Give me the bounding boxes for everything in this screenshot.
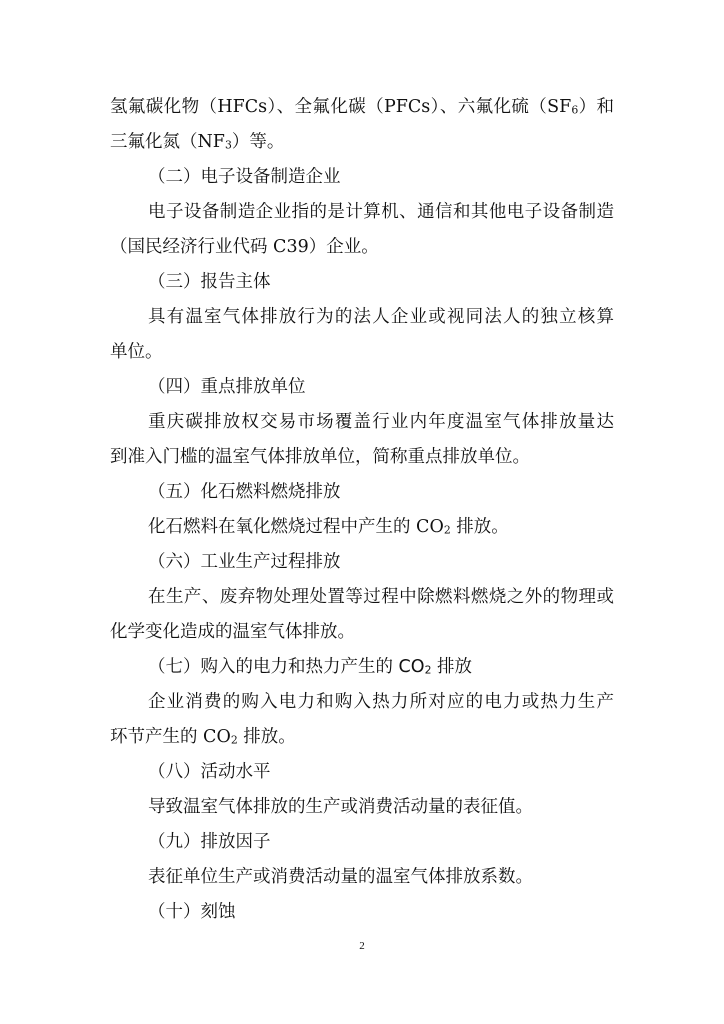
section-heading-3: （三）报告主体	[148, 272, 271, 292]
section-body-7-text-a: 环节产生的 CO	[110, 727, 231, 747]
section-body-5-text-a: 化石燃料在氧化燃烧过程中产生的 CO	[148, 517, 444, 537]
section-body-6-line-1: 在生产、废弃物处理处置等过程中除燃料燃烧之外的物理或	[148, 587, 614, 607]
section-heading-2: （二）电子设备制造企业	[148, 167, 341, 187]
section-heading-8: （八）活动水平	[148, 762, 271, 782]
subscript-3: 3	[224, 138, 232, 152]
section-body-5-text-b: 排放。	[450, 517, 509, 537]
section-body-7-text-b: 排放。	[237, 727, 296, 747]
section-body-4-line-1: 重庆碳排放权交易市场覆盖行业内年度温室气体排放量达	[148, 412, 614, 432]
section-heading-5: （五）化石燃料燃烧排放	[148, 482, 341, 502]
section-heading-6: （六）工业生产过程排放	[148, 552, 341, 572]
section-heading-4: （四）重点排放单位	[148, 377, 306, 397]
subscript-6: 6	[571, 103, 579, 117]
section-heading-7-text-a: （七）购入的电力和热力产生的 CO	[148, 657, 425, 677]
intro-text-1c: ）和	[578, 97, 615, 117]
page-number: 2	[359, 940, 365, 952]
section-body-8-line-1: 导致温室气体排放的生产或消费活动量的表征值。	[148, 797, 533, 817]
subscript-2: 2	[443, 523, 451, 537]
section-body-6-line-2: 化学变化造成的温室气体排放。	[110, 622, 355, 642]
intro-text-2a: 三氟化氮（NF	[110, 132, 225, 152]
section-heading-7-text-b: 排放	[431, 657, 473, 677]
subscript-2: 2	[230, 733, 238, 747]
section-body-3-line-2: 单位。	[110, 342, 163, 362]
section-heading-7	[148, 652, 614, 682]
section-body-7-line-1: 企业消费的购入电力和购入热力所对应的电力或热力生产	[148, 692, 614, 712]
section-heading-9: （九）排放因子	[148, 832, 271, 852]
section-body-7-line-2	[110, 722, 614, 752]
section-body-9-line-1: 表征单位生产或消费活动量的温室气体排放系数。	[148, 867, 533, 887]
section-heading-10: （十）刻蚀	[148, 902, 236, 922]
intro-text-1a: 氢氟碳化物（HFCs）、全氟化碳（PFCs）、六氟化硫（SF	[110, 97, 572, 117]
section-body-5-line-1	[148, 512, 614, 542]
section-body-3-line-1: 具有温室气体排放行为的法人企业或视同法人的独立核算	[148, 307, 614, 327]
intro-line-1	[110, 92, 614, 122]
intro-line-2	[110, 127, 614, 157]
section-body-2-line-2: （国民经济行业代码 C39）企业。	[110, 237, 379, 257]
section-body-4-line-2: 到准入门槛的温室气体排放单位，简称重点排放单位。	[110, 447, 530, 467]
section-body-2-line-1: 电子设备制造企业指的是计算机、通信和其他电子设备制造	[148, 202, 614, 222]
subscript-2: 2	[424, 663, 432, 677]
intro-text-2c: ）等。	[231, 132, 285, 152]
